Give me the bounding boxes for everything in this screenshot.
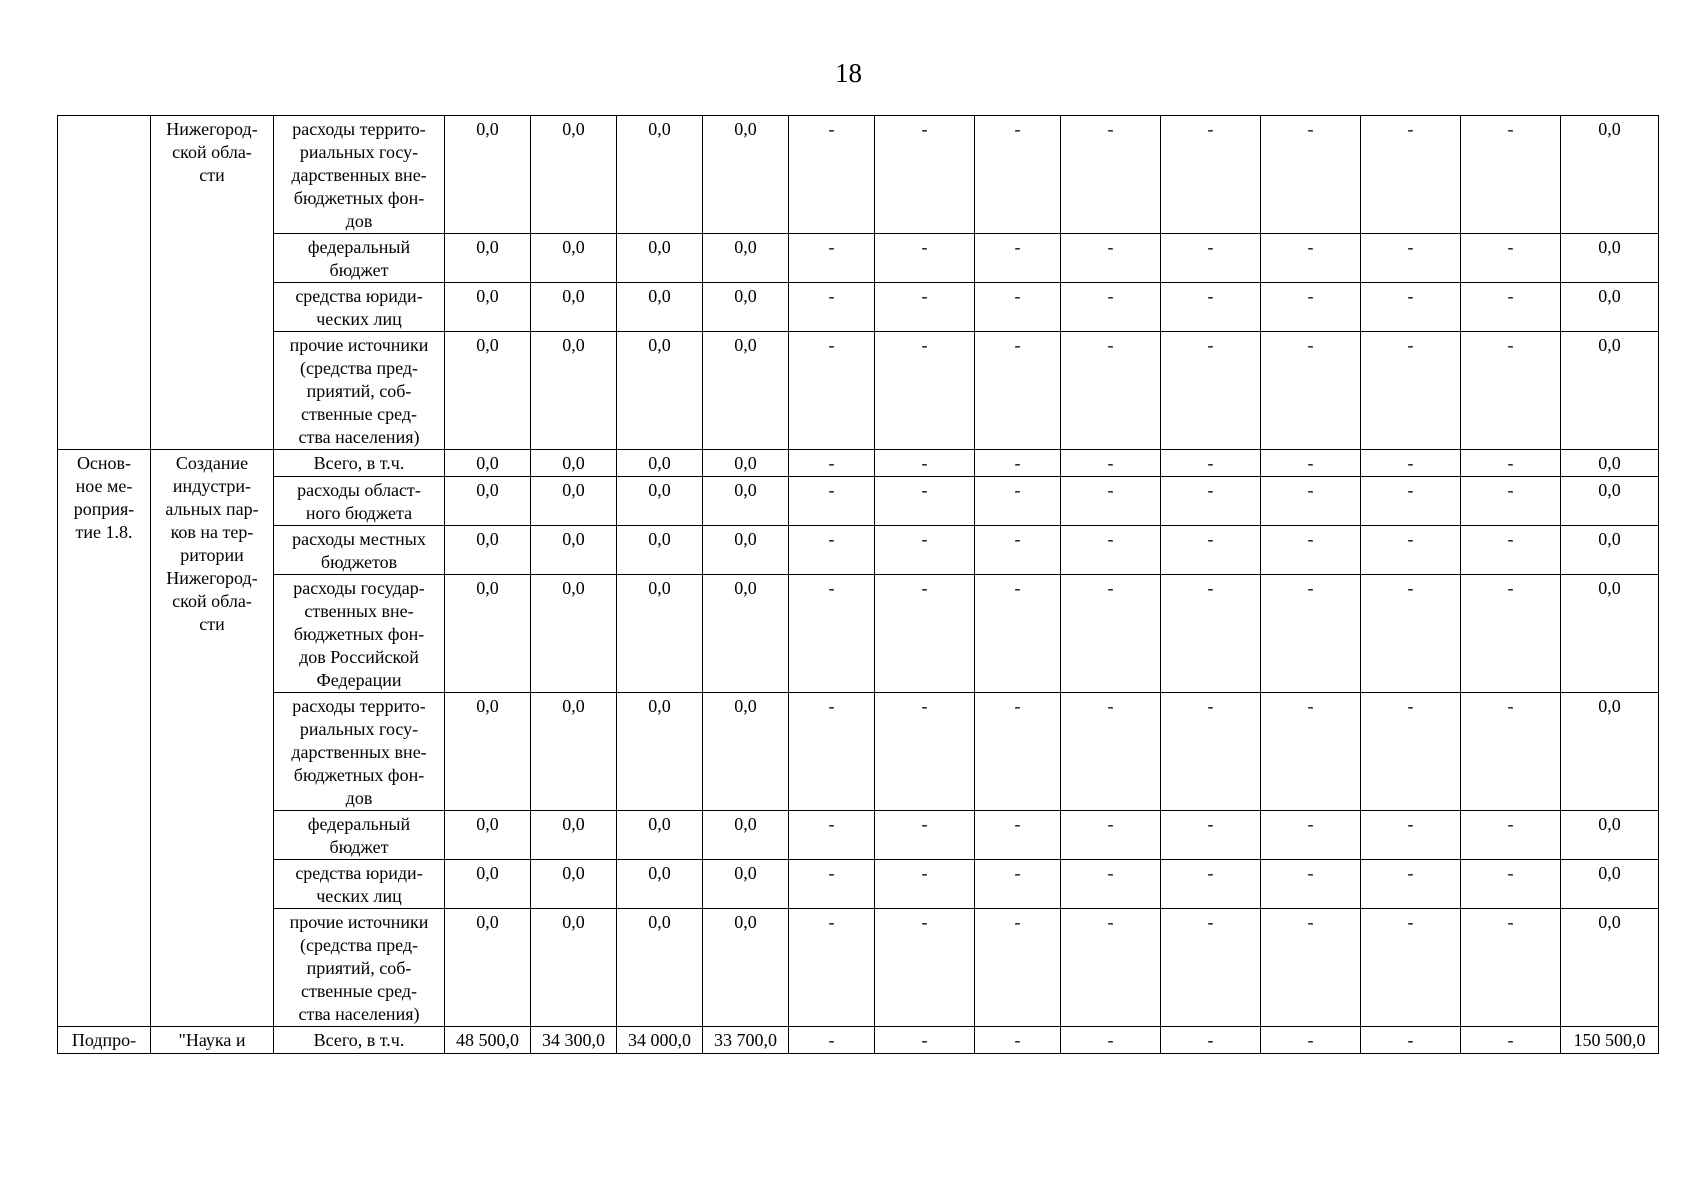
value-cell: - (875, 811, 975, 860)
table-row (58, 450, 1659, 477)
value-cell: - (789, 575, 875, 693)
value-cell: - (975, 575, 1061, 693)
funding-source-cell-line: средства юриди- (295, 863, 423, 883)
funding-source-cell-line: бюджет (329, 260, 389, 280)
value-cell: - (1461, 234, 1561, 283)
funding-source-cell (274, 1027, 445, 1054)
value-cell: - (1061, 575, 1161, 693)
value-cell: 0,0 (445, 450, 531, 477)
measure-name-cell-line: ской обла- (172, 591, 252, 611)
value-cell: 0,0 (617, 909, 703, 1027)
value-cell: 0,0 (445, 909, 531, 1027)
measure-name-cell-line: альных пар- (165, 499, 259, 519)
value-cell: - (1161, 860, 1261, 909)
value-cell: - (975, 811, 1061, 860)
measure-code-cell-line: роприя- (73, 499, 135, 519)
total-value-cell: 0,0 (1561, 116, 1659, 234)
value-cell: - (875, 860, 975, 909)
value-cell: - (1261, 477, 1361, 526)
value-cell: - (1361, 477, 1461, 526)
value-cell: - (975, 116, 1061, 234)
measure-name-cell-line: ской обла- (172, 142, 252, 162)
value-cell: 34 000,0 (617, 1027, 703, 1054)
value-cell: - (1161, 477, 1261, 526)
value-cell: 0,0 (617, 811, 703, 860)
funding-source-cell (274, 909, 445, 1027)
value-cell: - (1461, 693, 1561, 811)
funding-source-cell (274, 116, 445, 234)
value-cell: - (975, 860, 1061, 909)
value-cell: 0,0 (617, 283, 703, 332)
funding-source-cell-line: расходы террито- (292, 696, 426, 716)
value-cell: 0,0 (617, 332, 703, 450)
value-cell: - (1161, 332, 1261, 450)
value-cell: - (1161, 234, 1261, 283)
measure-name-cell-line: ритории (180, 545, 244, 565)
value-cell: - (1261, 909, 1361, 1027)
value-cell: - (975, 283, 1061, 332)
value-cell: 0,0 (445, 332, 531, 450)
value-cell: - (975, 909, 1061, 1027)
measure-code-cell (58, 1027, 151, 1054)
value-cell: 0,0 (445, 693, 531, 811)
funding-source-cell-line: федеральный (307, 814, 411, 834)
funding-source-cell-line: риальных госу- (299, 719, 419, 739)
total-value-cell: 0,0 (1561, 693, 1659, 811)
value-cell: 0,0 (531, 116, 617, 234)
funding-source-cell-line: дов (345, 788, 373, 808)
funding-source-cell (274, 693, 445, 811)
value-cell: 0,0 (531, 234, 617, 283)
funding-source-cell-line: дарственных вне- (291, 165, 427, 185)
value-cell: - (1061, 693, 1161, 811)
value-cell: - (1061, 234, 1161, 283)
measure-name-cell (151, 450, 274, 1027)
value-cell: - (875, 234, 975, 283)
value-cell: - (1261, 860, 1361, 909)
value-cell: 0,0 (531, 860, 617, 909)
value-cell: - (1161, 283, 1261, 332)
funding-source-cell (274, 811, 445, 860)
value-cell: - (1061, 116, 1161, 234)
total-value-cell: 150 500,0 (1561, 1027, 1659, 1054)
value-cell: - (789, 450, 875, 477)
value-cell: - (1161, 811, 1261, 860)
value-cell: - (1361, 860, 1461, 909)
value-cell: 0,0 (445, 575, 531, 693)
funding-source-cell-line: Федерации (316, 670, 402, 690)
funding-source-cell-line: бюджетных фон- (293, 188, 425, 208)
table-row (58, 283, 1659, 332)
funding-source-cell-line: Всего, в т.ч. (313, 453, 405, 473)
value-cell: - (789, 909, 875, 1027)
value-cell: - (1361, 811, 1461, 860)
value-cell: 0,0 (703, 283, 789, 332)
value-cell: - (1461, 909, 1561, 1027)
value-cell: - (1461, 332, 1561, 450)
funding-source-cell (274, 283, 445, 332)
funding-source-cell-line: бюджетов (320, 552, 398, 572)
value-cell: - (1161, 693, 1261, 811)
value-cell: - (875, 450, 975, 477)
value-cell: - (1361, 283, 1461, 332)
measure-name-cell-line: "Наука и (178, 1030, 246, 1050)
value-cell: - (1461, 116, 1561, 234)
value-cell: - (789, 477, 875, 526)
measure-name-cell-line: ков на тер- (170, 522, 254, 542)
total-value-cell: 0,0 (1561, 234, 1659, 283)
funding-source-cell-line: прочие источники (289, 912, 429, 932)
table-row (58, 860, 1659, 909)
value-cell: - (1261, 283, 1361, 332)
value-cell: 0,0 (703, 909, 789, 1027)
value-cell: - (1361, 234, 1461, 283)
value-cell: - (1361, 909, 1461, 1027)
value-cell: - (1461, 450, 1561, 477)
funding-source-cell-line: средства юриди- (295, 286, 423, 306)
value-cell: - (975, 234, 1061, 283)
measure-name-cell (151, 1027, 274, 1054)
value-cell: - (1361, 575, 1461, 693)
value-cell: - (975, 332, 1061, 450)
table-row (58, 1027, 1659, 1054)
funding-source-cell-line: бюджет (329, 837, 389, 857)
value-cell: - (875, 1027, 975, 1054)
funding-source-cell (274, 575, 445, 693)
value-cell: 0,0 (617, 234, 703, 283)
value-cell: - (1161, 575, 1261, 693)
value-cell: 0,0 (617, 860, 703, 909)
measure-name-cell-line: сти (199, 165, 225, 185)
value-cell: - (1061, 811, 1161, 860)
value-cell: 0,0 (703, 116, 789, 234)
funding-source-cell-line: дарственных вне- (291, 742, 427, 762)
value-cell: - (875, 283, 975, 332)
value-cell: - (875, 693, 975, 811)
measure-code-cell-line: ное ме- (75, 476, 133, 496)
value-cell: - (875, 116, 975, 234)
funding-source-cell-line: Всего, в т.ч. (313, 1030, 405, 1050)
funding-source-cell-line: ства населения) (298, 427, 420, 447)
value-cell: - (1361, 693, 1461, 811)
value-cell: 48 500,0 (445, 1027, 531, 1054)
value-cell: - (1061, 860, 1161, 909)
table-row (58, 477, 1659, 526)
measure-name-cell (151, 116, 274, 450)
value-cell: 0,0 (445, 283, 531, 332)
measure-code-cell-line: Подпро- (71, 1030, 137, 1050)
value-cell: - (975, 526, 1061, 575)
funding-source-cell (274, 526, 445, 575)
funding-source-cell-line: ственных вне- (304, 601, 414, 621)
value-cell: - (1261, 116, 1361, 234)
table-row (58, 909, 1659, 1027)
value-cell: 0,0 (703, 860, 789, 909)
total-value-cell: 0,0 (1561, 332, 1659, 450)
funding-source-cell-line: приятий, соб- (306, 381, 412, 401)
value-cell: 0,0 (703, 526, 789, 575)
funding-source-cell-line: ческих лиц (316, 886, 402, 906)
value-cell: - (789, 234, 875, 283)
funding-source-cell-line: прочие источники (289, 335, 429, 355)
funding-source-cell-line: бюджетных фон- (293, 765, 425, 785)
funding-source-cell-line: дов Российской (299, 647, 419, 667)
value-cell: - (1361, 1027, 1461, 1054)
table-row (58, 575, 1659, 693)
value-cell: 0,0 (617, 526, 703, 575)
value-cell: - (1461, 1027, 1561, 1054)
value-cell: 0,0 (703, 477, 789, 526)
value-cell: - (1361, 332, 1461, 450)
value-cell: - (1261, 811, 1361, 860)
measure-name-cell-line: Нижегород- (166, 568, 258, 588)
table-row (58, 234, 1659, 283)
value-cell: 0,0 (445, 234, 531, 283)
value-cell: - (1261, 693, 1361, 811)
measure-name-cell-line: сти (199, 614, 225, 634)
funding-source-cell (274, 450, 445, 477)
measure-name-cell-line: Нижегород- (166, 119, 258, 139)
table-row (58, 526, 1659, 575)
table-row (58, 116, 1659, 234)
value-cell: 0,0 (617, 693, 703, 811)
value-cell: 0,0 (703, 575, 789, 693)
funding-source-cell-line: бюджетных фон- (293, 624, 425, 644)
value-cell: 34 300,0 (531, 1027, 617, 1054)
value-cell: - (1461, 283, 1561, 332)
value-cell: - (789, 283, 875, 332)
value-cell: - (1461, 811, 1561, 860)
value-cell: - (975, 693, 1061, 811)
value-cell: - (1261, 526, 1361, 575)
value-cell: - (789, 116, 875, 234)
total-value-cell: 0,0 (1561, 811, 1659, 860)
value-cell: 33 700,0 (703, 1027, 789, 1054)
value-cell: - (975, 477, 1061, 526)
value-cell: 0,0 (531, 283, 617, 332)
total-value-cell: 0,0 (1561, 477, 1659, 526)
funding-source-cell-line: ного бюджета (305, 503, 413, 523)
total-value-cell: 0,0 (1561, 450, 1659, 477)
value-cell: 0,0 (531, 693, 617, 811)
value-cell: - (875, 526, 975, 575)
funding-source-cell-line: расходы местных (292, 529, 426, 549)
value-cell: - (1461, 526, 1561, 575)
value-cell: - (789, 1027, 875, 1054)
value-cell: - (1361, 450, 1461, 477)
value-cell: - (789, 860, 875, 909)
value-cell: 0,0 (445, 526, 531, 575)
value-cell: - (789, 526, 875, 575)
value-cell: - (875, 575, 975, 693)
funding-source-cell-line: риальных госу- (299, 142, 419, 162)
value-cell: - (1261, 234, 1361, 283)
value-cell: 0,0 (445, 860, 531, 909)
value-cell: 0,0 (531, 811, 617, 860)
total-value-cell: 0,0 (1561, 860, 1659, 909)
budget-table (57, 115, 1659, 1054)
funding-source-cell (274, 234, 445, 283)
funding-source-cell-line: расходы государ- (293, 578, 425, 598)
value-cell: 0,0 (703, 332, 789, 450)
value-cell: - (1261, 575, 1361, 693)
measure-code-cell-line: Основ- (76, 453, 132, 473)
funding-source-cell-line: ственные сред- (301, 981, 417, 1001)
measure-code-cell (58, 116, 151, 450)
value-cell: 0,0 (531, 477, 617, 526)
value-cell: - (1161, 909, 1261, 1027)
value-cell: 0,0 (531, 332, 617, 450)
funding-source-cell (274, 477, 445, 526)
funding-source-cell-line: ческих лиц (316, 309, 402, 329)
value-cell: - (1461, 860, 1561, 909)
total-value-cell: 0,0 (1561, 283, 1659, 332)
value-cell: - (1461, 477, 1561, 526)
funding-source-cell-line: ства населения) (298, 1004, 420, 1024)
measure-name-cell-line: Создание (175, 453, 249, 473)
value-cell: - (1061, 909, 1161, 1027)
value-cell: - (1061, 477, 1161, 526)
value-cell: 0,0 (531, 526, 617, 575)
value-cell: 0,0 (445, 477, 531, 526)
value-cell: - (1061, 283, 1161, 332)
value-cell: - (975, 450, 1061, 477)
table-row (58, 332, 1659, 450)
value-cell: 0,0 (531, 450, 617, 477)
funding-source-cell-line: федеральный (307, 237, 411, 257)
value-cell: - (1161, 450, 1261, 477)
value-cell: - (1361, 116, 1461, 234)
value-cell: 0,0 (445, 811, 531, 860)
value-cell: 0,0 (617, 477, 703, 526)
funding-source-cell-line: ственные сред- (301, 404, 417, 424)
value-cell: - (789, 332, 875, 450)
value-cell: 0,0 (703, 234, 789, 283)
value-cell: - (1161, 526, 1261, 575)
measure-code-cell-line: тие 1.8. (75, 522, 133, 542)
funding-source-cell-line: приятий, соб- (306, 958, 412, 978)
value-cell: - (1161, 116, 1261, 234)
value-cell: - (875, 477, 975, 526)
value-cell: - (789, 811, 875, 860)
funding-source-cell (274, 860, 445, 909)
value-cell: - (1261, 1027, 1361, 1054)
funding-source-cell-line: дов (345, 211, 373, 231)
value-cell: 0,0 (531, 575, 617, 693)
value-cell: - (1261, 332, 1361, 450)
value-cell: - (1261, 450, 1361, 477)
value-cell: - (1061, 526, 1161, 575)
value-cell: 0,0 (617, 450, 703, 477)
total-value-cell: 0,0 (1561, 575, 1659, 693)
funding-source-cell-line: (средства пред- (299, 358, 419, 378)
table-row (58, 811, 1659, 860)
value-cell: - (875, 909, 975, 1027)
total-value-cell: 0,0 (1561, 909, 1659, 1027)
value-cell: 0,0 (617, 116, 703, 234)
value-cell: 0,0 (531, 909, 617, 1027)
funding-source-cell-line: расходы област- (297, 480, 421, 500)
value-cell: 0,0 (703, 450, 789, 477)
funding-source-cell (274, 332, 445, 450)
measure-name-cell-line: индустри- (172, 476, 252, 496)
value-cell: - (975, 1027, 1061, 1054)
value-cell: - (875, 332, 975, 450)
total-value-cell: 0,0 (1561, 526, 1659, 575)
measure-code-cell (58, 450, 151, 1027)
value-cell: 0,0 (445, 116, 531, 234)
value-cell: - (1061, 332, 1161, 450)
value-cell: - (1061, 450, 1161, 477)
value-cell: 0,0 (617, 575, 703, 693)
page-number: 18 (835, 58, 862, 88)
value-cell: - (1161, 1027, 1261, 1054)
value-cell: 0,0 (703, 811, 789, 860)
value-cell: - (1061, 1027, 1161, 1054)
value-cell: - (1461, 575, 1561, 693)
funding-source-cell-line: (средства пред- (299, 935, 419, 955)
table-row (58, 693, 1659, 811)
value-cell: - (789, 693, 875, 811)
value-cell: - (1361, 526, 1461, 575)
funding-source-cell-line: расходы террито- (292, 119, 426, 139)
value-cell: 0,0 (703, 693, 789, 811)
